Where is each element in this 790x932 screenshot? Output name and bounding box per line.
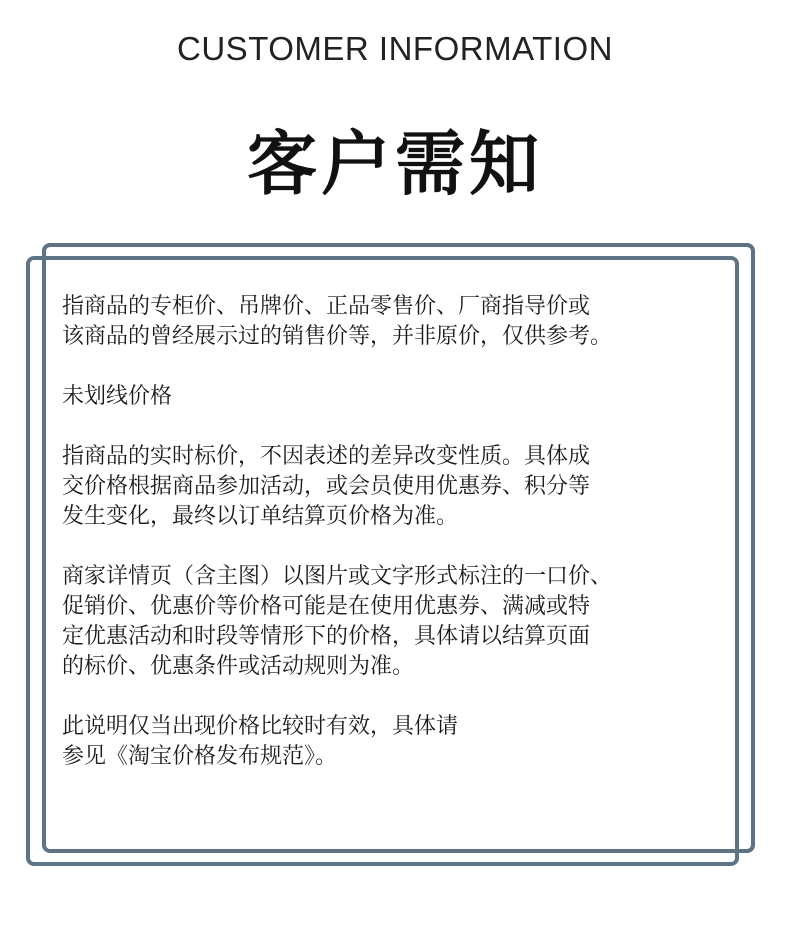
- notice-paragraph-2: 未划线价格: [62, 384, 173, 409]
- notice-paragraph-5: 此说明仅当出现价格比较时有效，具体请 参见《淘宝价格发布规范》。: [62, 714, 459, 769]
- notice-content: [62, 292, 722, 802]
- page-title: 客户需知: [247, 123, 543, 205]
- notice-paragraph-1: 指商品的专柜价、吊牌价、正品零售价、厂商指导价或 该商品的曾经展示过的销售价等，并非原价，仅供参考。: [62, 294, 613, 349]
- notice-paragraph-3: 指商品的实时标价，不因表述的差异改变性质。具体成 交价格根据商品参加活动，或会员使用优惠券、积分等 发生变化，最终以订单结算页价格为准。: [62, 444, 591, 529]
- notice-paragraph-4: 商家详情页（含主图）以图片或文字形式标注的一口价、 促销价、优惠价等价格可能是在使用优惠券、满减或特 定优惠活动和时段等情形下的价格，具体请以结算页面 的标价、优惠条件或活动规则为准。: [62, 564, 613, 679]
- page-header-en: CUSTOMER INFORMATION: [177, 30, 613, 67]
